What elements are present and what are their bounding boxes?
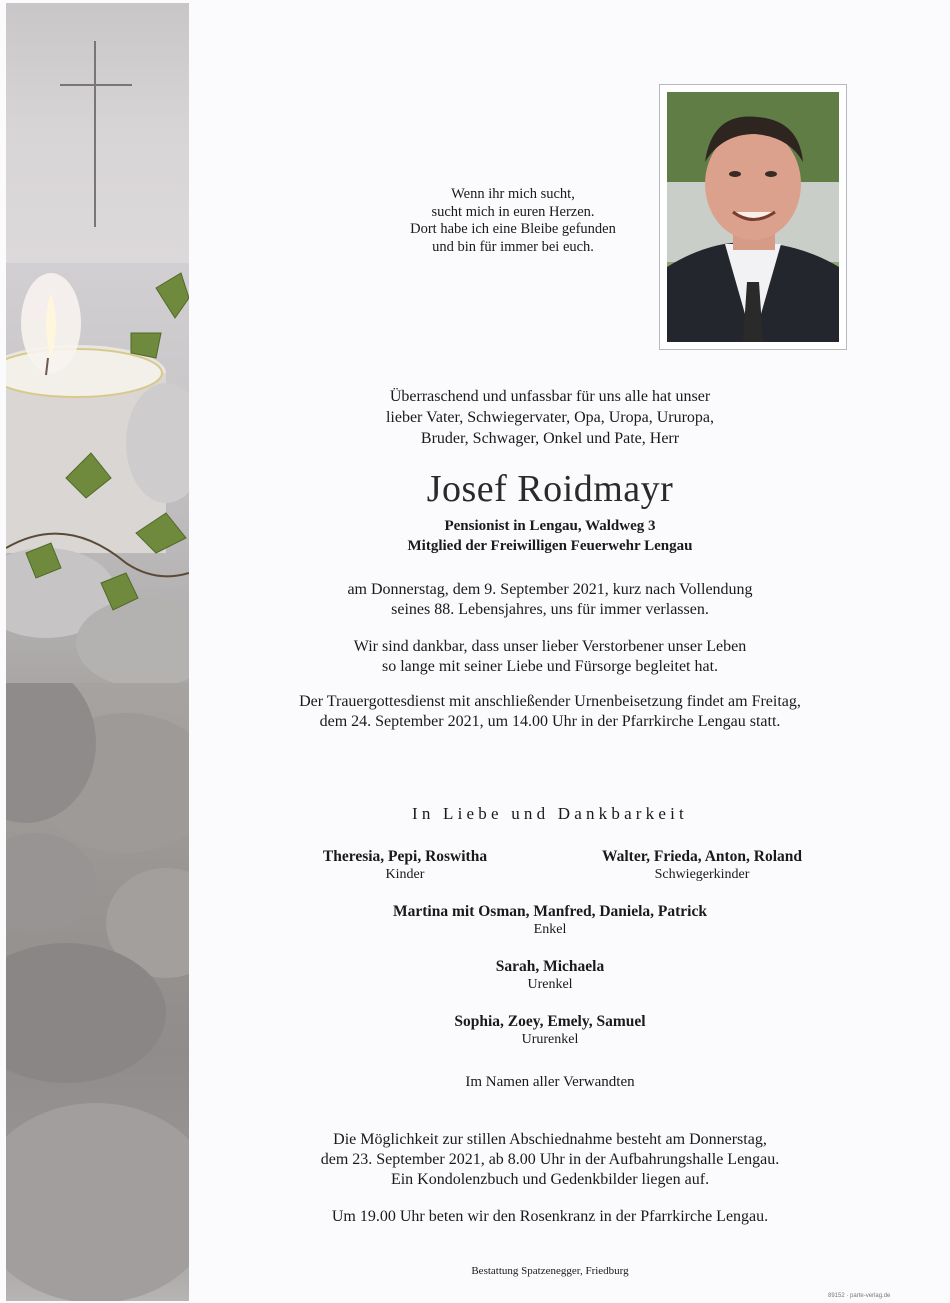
family-names: Martina mit Osman, Manfred, Daniela, Patrick — [393, 903, 707, 920]
subtitle-line: Pensionist in Lengau, Waldweg 3 — [444, 518, 656, 534]
stones-illustration — [6, 683, 189, 1301]
family-great-great-grandchildren — [250, 1013, 850, 1049]
deceased-name: Josef Roidmayr — [426, 468, 674, 510]
funeral-home: Bestattung Spatzenegger, Friedburg — [471, 1265, 629, 1277]
subtitle-line: Mitglied der Freiwilligen Feuerwehr Lengau — [407, 538, 693, 554]
decorative-sidebar — [6, 3, 189, 1301]
paragraph-line: Die Möglichkeit zur stillen Abschiednahme besteht am Donnerstag, — [333, 1131, 767, 1148]
family-relation: Kinder — [385, 867, 425, 882]
family-names: Theresia, Pepi, Roswitha — [322, 848, 488, 865]
family-in-laws — [572, 848, 832, 884]
intro-text — [250, 386, 850, 449]
stones-image — [6, 683, 189, 1301]
family-children — [290, 848, 520, 884]
poem — [320, 186, 706, 256]
poem-line: sucht mich in euren Herzen. — [431, 203, 595, 220]
paragraph-line: Ein Kondolenzbuch und Gedenkbilder liegen auf. — [390, 1171, 710, 1188]
poem-line: und bin für immer bei euch. — [432, 238, 594, 255]
cross-icon — [94, 41, 96, 227]
paragraph-line: am Donnerstag, dem 9. September 2021, kurz nach Vollendung — [347, 581, 753, 598]
service-paragraph — [250, 692, 850, 732]
on-behalf-text: Im Namen aller Verwandten — [465, 1074, 635, 1090]
family-names: Sophia, Zoey, Emely, Samuel — [454, 1013, 646, 1030]
paragraph-line: Wir sind dankbar, dass unser lieber Verstorbener unser Leben — [353, 638, 747, 655]
deceased-subtitle — [250, 516, 850, 556]
family-relation: Enkel — [533, 922, 567, 937]
paragraph-line: Der Trauergottesdienst mit anschließender Urnenbeisetzung findet am Freitag, — [299, 693, 801, 710]
paragraph-line: seines 88. Lebensjahres, uns für immer verlassen. — [391, 601, 709, 618]
cross-icon-bar — [60, 84, 132, 86]
intro-line: Überraschend und unfassbar für uns alle hat unser — [389, 388, 711, 405]
candle-image — [6, 263, 189, 683]
reference-code: 89152 · parte-verlag.de — [828, 1293, 891, 1299]
in-love-heading: In Liebe und Dankbarkeit — [412, 804, 688, 823]
rosary-paragraph: Um 19.00 Uhr beten wir den Rosenkranz in der Pfarrkirche Lengau. — [331, 1208, 769, 1225]
family-grandchildren — [250, 903, 850, 939]
family-names: Walter, Frieda, Anton, Roland — [601, 848, 803, 865]
paragraph-line: so lange mit seiner Liebe und Fürsorge begleitet hat. — [381, 658, 719, 675]
family-relation: Ururenkel — [521, 1032, 579, 1047]
family-relation: Schwiegerkinder — [654, 867, 750, 882]
family-great-grandchildren — [250, 958, 850, 994]
intro-line: lieber Vater, Schwiegervater, Opa, Uropa, Ururopa, — [385, 409, 715, 426]
farewell-paragraph — [250, 1130, 850, 1190]
poem-line: Dort habe ich eine Bleibe gefunden — [410, 221, 616, 237]
paragraph-line: dem 23. September 2021, ab 8.00 Uhr in der Aufbahrungshalle Lengau. — [320, 1151, 780, 1168]
poem-line: Wenn ihr mich sucht, — [451, 186, 575, 202]
intro-line: Bruder, Schwager, Onkel und Pate, Herr — [420, 430, 680, 447]
candle-illustration — [6, 263, 189, 683]
family-relation: Urenkel — [527, 977, 573, 992]
family-names: Sarah, Michaela — [495, 958, 605, 975]
death-paragraph — [250, 580, 850, 620]
thanks-paragraph — [250, 637, 850, 677]
paragraph-line: dem 24. September 2021, um 14.00 Uhr in der Pfarrkirche Lengau statt. — [319, 713, 781, 730]
